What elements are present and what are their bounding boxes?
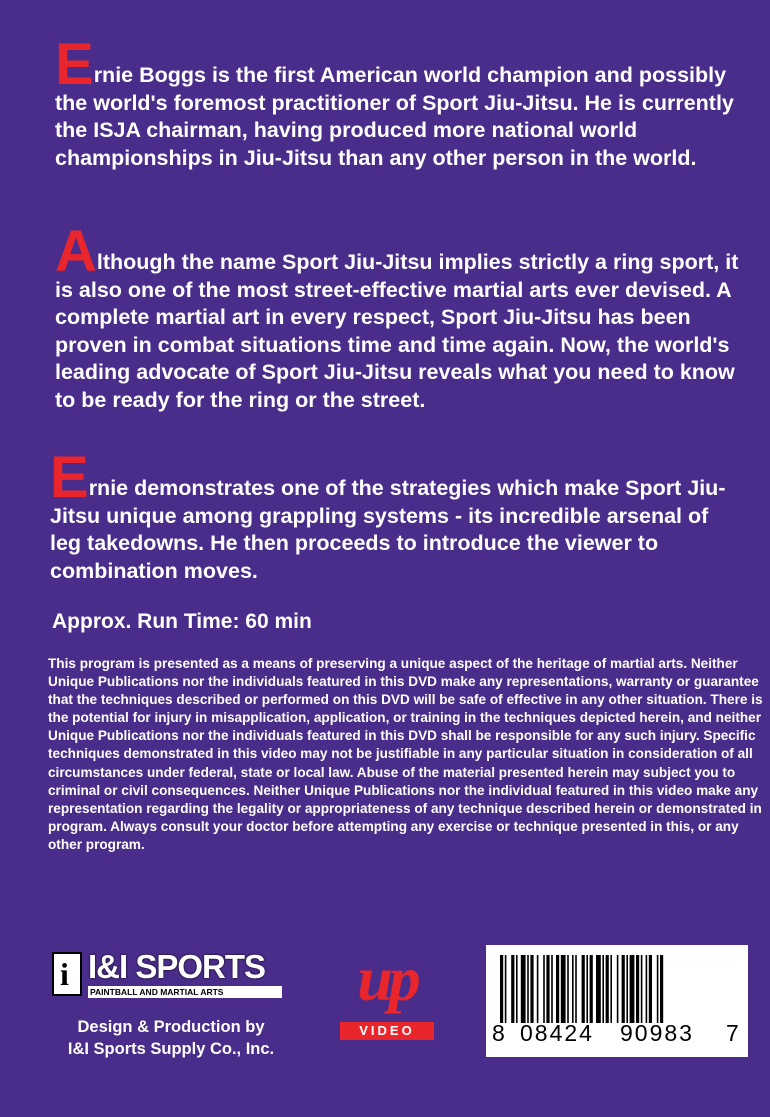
barcode-digit-prefix: 8 (492, 1020, 505, 1046)
barcode-bar (586, 955, 588, 1023)
barcode-digit-check: 7 (726, 1020, 739, 1046)
barcode-bar (590, 955, 593, 1023)
barcode-bar (649, 955, 652, 1023)
barcode-bar (516, 955, 518, 1023)
barcode-bars (500, 955, 734, 1023)
barcode-bar (537, 955, 539, 1023)
disclaimer-text: This program is presented as a means of preserving a unique aspect of the heritage of martial arts. Neither Unique Publications nor the individuals featured in this DVD make any representations, warranty or guarantee that the techniques described or performed on this DVD will be safe of effective in any other situation. There is the potential for injury in misapplication, application, or training in the techniques depicted herein, and neither Unique Publications nor the individuals featured in this DVD shall be responsible for any such injury. Specific techniques demonstrated in this video may not be justifiable in any particular situation in consideration of all circumstances under federal, state or local law. Abuse of the material presented herein may subject you to criminal or civil consequences. Neither Unique Publications nor the individual featured in this video make any representation regarding the legality or appropriateness of any technique described herein or demonstrated in program. Always consult your doctor before attempting any exercise or technique presented in this, or any other program. (48, 656, 763, 852)
barcode (486, 945, 748, 1057)
credits-line-2: I&I Sports Supply Co., Inc. (67, 1040, 275, 1058)
isi-logo-icon (52, 952, 82, 996)
barcode-bar (606, 955, 609, 1023)
barcode-bar (546, 955, 549, 1023)
paragraph-text: rnie Boggs is the first American world champion and possibly the world's foremost practitioner of Sport Jiu-Jitsu. He is currently the ISJA chairman, having produced more national world championships in Jiu-Jitsu than any other person in the world. (55, 63, 734, 170)
barcode-bar (556, 955, 559, 1023)
barcode-bar (626, 955, 628, 1023)
barcode-bar (582, 955, 585, 1023)
barcode-bar (527, 955, 529, 1023)
barcode-bar (511, 955, 514, 1023)
isi-sports-logo (52, 948, 282, 1000)
barcode-bar (630, 955, 635, 1023)
barcode-bar (543, 955, 545, 1023)
barcode-bar (596, 955, 601, 1023)
barcode-bar (500, 955, 503, 1023)
bio-paragraph (55, 32, 745, 172)
drop-cap: E (50, 445, 89, 510)
isi-logo-tagline: PAINTBALL AND MARTIAL ARTS (88, 986, 282, 998)
up-video-logo (338, 943, 436, 1042)
barcode-bar (617, 955, 619, 1023)
barcode-digits-left: 08424 (520, 1020, 594, 1046)
barcode-bar (572, 955, 574, 1023)
barcode-bar (636, 955, 639, 1023)
drop-cap: A (55, 219, 97, 284)
content-paragraph (50, 445, 740, 585)
up-logo-mark: up (357, 943, 417, 1014)
paragraph-text: lthough the name Sport Jiu-Jitsu implies strictly a ring sport, it is also one of the most street-effective martial arts ever devised. A complete martial art in every respect, Sport Jiu-Jitsu has been proven in combat situations time and time again. Now, the world's leading advocate of Sport Jiu-Jitsu reveals what you need to know to be ready for the ring or the street. (55, 250, 739, 412)
barcode-bar (521, 955, 526, 1023)
drop-cap: E (55, 32, 94, 97)
barcode-bar (622, 955, 625, 1023)
barcode-bar (567, 955, 569, 1023)
barcode-bar (530, 955, 533, 1023)
barcode-bar (561, 955, 566, 1023)
production-credits (55, 1016, 287, 1060)
credits-line-1: Design & Production by (77, 1018, 265, 1036)
barcode-bar (505, 955, 507, 1023)
run-time: Approx. Run Time: 60 min (52, 610, 312, 633)
barcode-bar (641, 955, 643, 1023)
paragraph-text: rnie demonstrates one of the strategies which make Sport Jiu-Jitsu unique among grappling systems - its incredible arsenal of leg takedowns. He then proceeds to introduce the viewer to combination moves. (50, 476, 726, 583)
up-logo-label: VIDEO (340, 1022, 434, 1040)
barcode-bar (657, 955, 659, 1023)
barcode-bar (646, 955, 648, 1023)
barcode-bar (610, 955, 612, 1023)
barcode-bar (551, 955, 553, 1023)
barcode-bar (602, 955, 604, 1023)
barcode-digits-right: 90983 (620, 1020, 694, 1046)
description-paragraph (55, 219, 745, 414)
barcode-bar (660, 955, 663, 1023)
isi-logo-name: I&I SPORTS (88, 948, 266, 985)
barcode-bar (575, 955, 577, 1023)
